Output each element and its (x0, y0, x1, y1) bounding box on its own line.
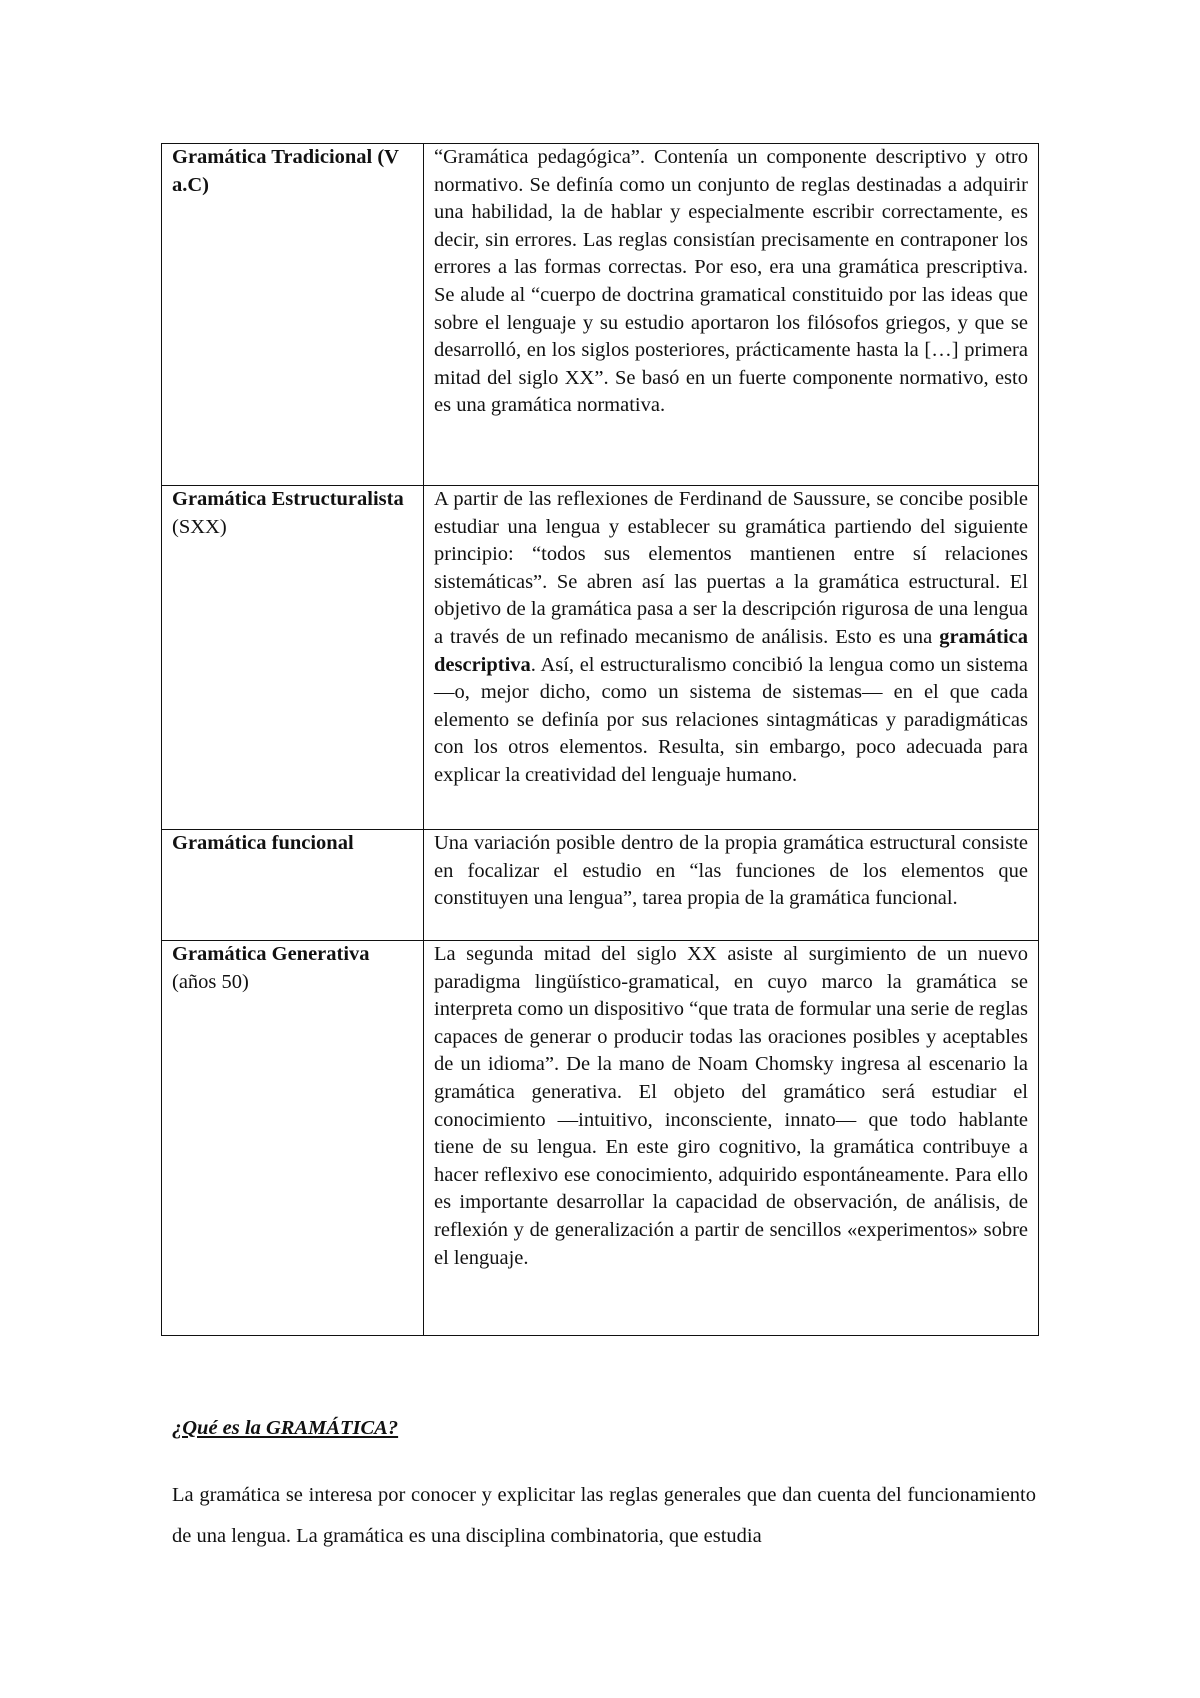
term-name: Gramática Tradicional (V a.C) (172, 146, 399, 196)
term-cell (162, 486, 424, 830)
section-heading: ¿Qué es la GRAMÁTICA? (172, 1417, 399, 1439)
table-row (162, 941, 1039, 1336)
description-text: Una variación posible dentro de la propia gramática estructural consiste en focalizar el estudio en “las funciones de los elementos que constituyen una lengua”, tarea propia de la gramática funcional. (434, 832, 1028, 910)
term-period: (años 50) (172, 970, 249, 993)
term-period: (SXX) (172, 515, 227, 538)
description-text: A partir de las reflexiones de Ferdinand de Saussure, se concibe posible estudiar una lengua y establecer su gramática partiendo del siguiente principio: “todos sus elementos mantienen entre sí relaciones sistemáticas”. Se abren así las puertas a la gramática estructural. El objetivo de la gramática pasa a ser la descripción rigurosa de una lengua a través de un refinado mecanismo de análisis. Esto es una (434, 488, 1028, 648)
description-text: La segunda mitad del siglo XX asiste al surgimiento de un nuevo paradigma lingüístico-gramatical, en cuyo marco la gramática se interpreta como un dispositivo “que trata de formular una serie de reglas capaces de generar o producir todas las oraciones posibles y aceptables de un idioma”. De la mano de Noam Chomsky ingresa al escenario la gramática generativa. El objeto del gramático será estudiar el conocimiento —intuitivo, inconsciente, innato— que todo hablante tiene de su lengua. En este giro cognitivo, la gramática contribuye a hacer reflexivo ese conocimiento, adquirido espontáneamente. Para ello es importante desarrollar la capacidad de observación, de análisis, de reflexión y de generalización a partir de sencillos «experimentos» sobre el lenguaje. (434, 943, 1028, 1269)
term-cell (162, 830, 424, 941)
term-name: Gramática funcional (172, 832, 354, 854)
term-name: Gramática Estructuralista (172, 488, 404, 510)
table-row (162, 486, 1039, 830)
description-cell (424, 941, 1039, 1336)
body-paragraph: La gramática se interesa por conocer y explicitar las reglas generales que dan cuenta del funcionamiento de una lengua. La gramática es una disciplina combinatoria, que estudia (172, 1484, 1036, 1547)
term-cell (162, 941, 424, 1336)
description-text: “Gramática pedagógica”. Contenía un componente descriptivo y otro normativo. Se definía como un conjunto de reglas destinadas a adquirir una habilidad, la de hablar y especialmente escribir correctamente, es decir, sin errores. Las reglas consistían precisamente en contraponer los errores a las formas correctas. Por eso, era una gramática prescriptiva. Se alude al “cuerpo de doctrina gramatical constituido por las ideas que sobre el lenguaje y su estudio aportaron los filósofos griegos, y que se desarrolló, en los siglos posteriores, prácticamente hasta la […] primera mitad del siglo XX”. Se basó en un fuerte componente normativo, esto es una gramática normativa. (434, 146, 1028, 417)
grammar-types-table (161, 143, 1039, 1336)
description-cell (424, 486, 1039, 830)
description-cell (424, 144, 1039, 486)
description-emphasis: gramática descriptiva (434, 625, 1028, 676)
table-row (162, 144, 1039, 486)
term-name: Gramática Generativa (172, 943, 370, 965)
description-text: . Así, el estructuralismo concibió la lengua como un sistema —o, mejor dicho, como un sistema de sistemas— en el que cada elemento se definía por sus relaciones sintagmáticas y paradigmáticas con los otros elementos. Resulta, sin embargo, poco adecuada para explicar la creatividad del lenguaje humano. (434, 653, 1028, 786)
table-row (162, 830, 1039, 941)
description-cell (424, 830, 1039, 941)
term-cell (162, 144, 424, 486)
